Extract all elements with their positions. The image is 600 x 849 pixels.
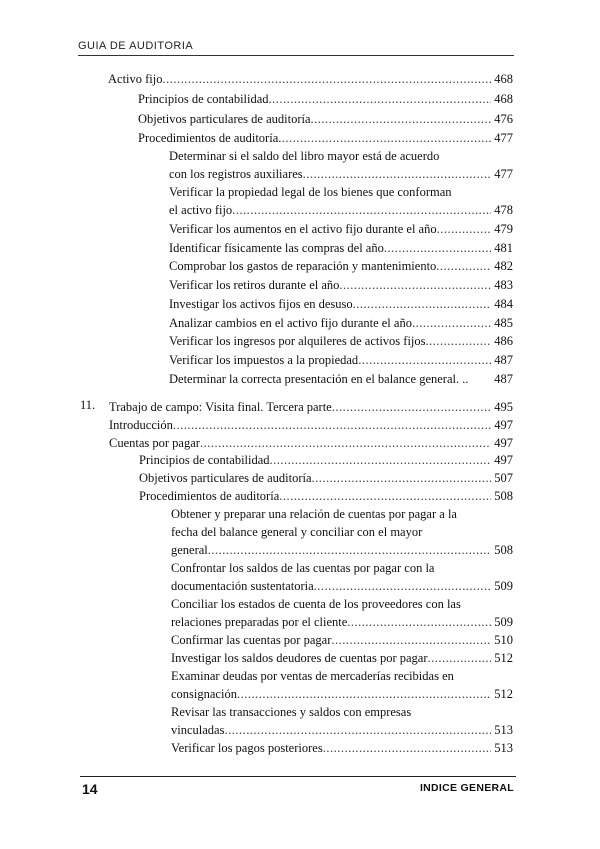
- toc-entry: Procedimientos de auditoría ..... 477: [138, 129, 513, 147]
- page-number: 14: [82, 781, 98, 797]
- toc-entry: Principios de contabilidad ..... 468: [138, 90, 513, 108]
- footer-rule: [80, 776, 516, 777]
- header-rule: [78, 55, 514, 56]
- toc-entry: Introducción ..... 497: [109, 416, 513, 434]
- chapter-number: 11.: [80, 398, 96, 412]
- toc-entry: Determinar la correcta presentación en el balance general. .. 487: [169, 372, 513, 386]
- toc-entry: Objetivos particulares de auditoría ..... 507: [139, 469, 513, 487]
- toc-entry: Verificar los impuestos a la propiedad ..... 487: [169, 351, 513, 369]
- toc-entry: Comprobar los gastos de reparación y mantenimiento ..... 482: [169, 257, 513, 275]
- toc-entry: Procedimientos de auditoría ..... 508: [139, 487, 513, 505]
- toc-entry: Objetivos particulares de auditoría ..... 476: [138, 110, 513, 128]
- toc-entry: Verificar los pagos posteriores ..... 513: [171, 739, 513, 757]
- toc-entry: Verificar los retiros durante el año ..... 483: [169, 276, 513, 294]
- toc-entry: Identificar físicamente las compras del año ..... 481: [169, 239, 513, 257]
- toc-entry: Confrontar los saldos de las cuentas por pagar con la documentación sustentatoria ..... 509: [171, 559, 513, 595]
- toc-entry: Principios de contabilidad ..... 497: [139, 451, 513, 469]
- toc-entry: Obtener y preparar una relación de cuentas por pagar a la fecha del balance general y conciliar con el mayor general ..... 508: [171, 505, 513, 559]
- toc-entry: Verificar la propiedad legal de los bienes que conforman el activo fijo ..... 478: [169, 183, 513, 219]
- running-header: GUIA DE AUDITORIA: [78, 40, 194, 52]
- toc-entry: Cuentas por pagar ..... 497: [109, 434, 513, 452]
- toc-entry-activo-fijo: Activo fijo ..... 468: [108, 70, 513, 88]
- toc-entry: Verificar los ingresos por alquileres de activos fijos ..... 486: [169, 332, 513, 350]
- toc-entry: Investigar los activos fijos en desuso ..... 484: [169, 295, 513, 313]
- toc-entry: Determinar si el saldo del libro mayor está de acuerdo con los registros auxiliares ..... 477: [169, 147, 513, 183]
- toc-entry: Confirmar las cuentas por pagar ..... 510: [171, 631, 513, 649]
- running-footer-section: INDICE GENERAL: [419, 782, 514, 794]
- toc-entry: Verificar los aumentos en el activo fijo durante el año ..... 479: [169, 220, 513, 238]
- toc-entry-chapter-title: Trabajo de campo: Visita final. Tercera parte ..... 495: [109, 398, 513, 416]
- toc-entry: Revisar las transacciones y saldos con empresas vinculadas ..... 513: [171, 703, 513, 739]
- toc-entry: Examinar deudas por ventas de mercaderías recibidas en consignación ..... 512: [171, 667, 513, 703]
- toc-entry: Analizar cambios en el activo fijo durante el año ..... 485: [169, 314, 513, 332]
- toc-entry: Conciliar los estados de cuenta de los proveedores con las relaciones preparadas por el cliente ..... 509: [171, 595, 513, 631]
- toc-entry: Investigar los saldos deudores de cuentas por pagar ..... 512: [171, 649, 513, 667]
